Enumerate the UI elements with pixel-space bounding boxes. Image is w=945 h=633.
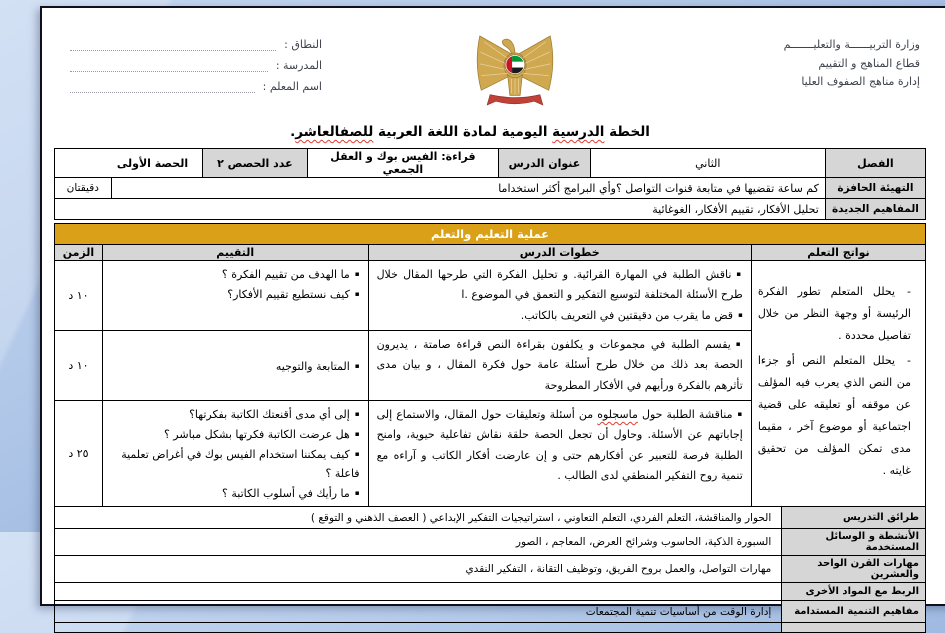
assessment-cell-2 xyxy=(102,331,368,401)
outcome-item: - يحلل المتعلم تطور الفكرة الرئيسة أو وجهة النظر من خلال تفاصيل محددة . xyxy=(758,281,919,347)
concepts-label-cell: المفاهيم الجديدة xyxy=(825,199,925,220)
lesson-footer-table xyxy=(54,506,926,633)
process-band-title: عملية التعليم والتعلم xyxy=(55,224,926,245)
steps-cell-2 xyxy=(368,331,751,401)
skills-21st-century-label: مهارات القرن الواحد والعشرين xyxy=(782,556,926,583)
teacher-fill-line[interactable] xyxy=(70,82,255,93)
periods-count-cell: عدد الحصص ٢ xyxy=(203,149,308,178)
step-item: ▪ يقسم الطلبة في مجموعات و يكلفون بقراءة النص قراءة صامتة ، يديرون الحصة بعد ذلك من خلال طرح أسئلة عامة حول فكرة المقال ، و بيان مدى تأثرهم بالفكرة ورأيهم في الأفكار المطروحة xyxy=(377,335,743,396)
time-header: الزمن xyxy=(55,245,103,261)
sustainable-development-value: إدارة الوقت من أساسيات تنمية المجتمعات xyxy=(55,601,782,623)
scope-fill-line[interactable] xyxy=(70,40,276,51)
steps-header: خطوات الدرس xyxy=(368,245,751,261)
ministry-line-1: وزارة التربيــــــة والتعليـــــــم xyxy=(783,38,920,51)
teaching-methods-value: الحوار والمناقشة، التعلم الفردي، التعلم التعاوني ، استراتيجيات التفكير الإبداعي ( العصف الذهني و التوقع ) xyxy=(55,507,782,529)
assessment-item: ▪ المتابعة والتوجيه xyxy=(107,357,360,377)
steps-cell-3 xyxy=(368,401,751,507)
table-row xyxy=(55,556,926,583)
school-label: المدرسة : xyxy=(275,59,322,72)
clipped-value-cell xyxy=(55,623,782,633)
title-text-mid: اليومية لمادة اللغة العربية xyxy=(373,124,553,140)
period-number-cell: الحصة الأولى xyxy=(55,149,203,178)
semester-label-cell: الفصل xyxy=(825,149,925,178)
school-fill-line[interactable] xyxy=(70,61,268,72)
ministry-line-2: قطاع المناهج و التقييم xyxy=(818,56,920,70)
title-misspelled-word: الدرسية xyxy=(552,124,605,140)
assessment-item: ▪ ما رأيك في أسلوب الكاتبة ؟ xyxy=(107,484,360,504)
lesson-info-row-2 xyxy=(54,177,926,199)
teacher-label: اسم المعلم : xyxy=(262,80,322,93)
teacher-field xyxy=(70,80,322,93)
outcomes-cell xyxy=(751,261,925,507)
scope-label: النطاق : xyxy=(284,38,322,51)
table-row xyxy=(55,601,926,623)
page-title xyxy=(54,124,886,140)
activities-tools-value: السبورة الذكية، الحاسوب وشرائح العرض، المعاجم ، الصور xyxy=(55,529,782,556)
time-cell-2: ١٠ د xyxy=(55,331,103,401)
uae-falcon-icon xyxy=(471,30,559,112)
lesson-title-label-cell: عنوان الدرس xyxy=(499,149,590,178)
cross-subjects-label: الربط مع المواد الأخرى xyxy=(782,583,926,601)
concepts-value-cell: تحليل الأفكار، تقييم الأفكار، الغوغائية xyxy=(55,199,826,220)
lesson-info-row-1 xyxy=(54,148,926,178)
assessment-item: ▪ هل عرضت الكاتبة فكرتها بشكل مباشر ؟ xyxy=(107,425,360,445)
assessment-item: ▪ إلى أي مدى أقنعتك الكاتبة بفكرتها؟ xyxy=(107,405,360,425)
title-period: . xyxy=(290,124,296,140)
uae-emblem xyxy=(465,30,565,112)
sustainable-development-label: مفاهيم التنمية المستدامة xyxy=(782,601,926,623)
document-page[interactable] xyxy=(40,6,945,618)
process-row-1 xyxy=(55,261,926,331)
step-item: ▪ ناقش الطلبة في المهارة القرائية. و تحليل الفكرة التي طرحها المقال خلال طرح الأسئلة المختلفة لتوسيع التفكير و التعمق في الموضوع .ا xyxy=(377,265,743,306)
assessment-item: ▪ كيف نستطيع تقييم الأفكار؟ xyxy=(107,285,360,305)
warmup-value-cell: كم ساعة تقضيها في متابعة قنوات التواصل ؟وأي البرامج أكثر استخداما xyxy=(111,178,825,199)
misspelled-word: ماسجلوه xyxy=(597,408,638,422)
assessment-item: ▪ ما الهدف من تقييم الفكرة ؟ xyxy=(107,265,360,285)
skills-21st-century-value: مهارات التواصل، والعمل بروح الفريق، وتوظيف التقانة ، التفكير النقدي xyxy=(55,556,782,583)
teaching-methods-label: طرائق التدريس xyxy=(782,507,926,529)
process-header-row xyxy=(55,245,926,261)
lesson-title-value-cell: قراءة: الفيس بوك و العقل الجمعي xyxy=(307,149,499,178)
school-info-fields xyxy=(70,38,322,101)
assessment-cell-3 xyxy=(102,401,368,507)
scope-field xyxy=(70,38,322,51)
outcomes-header: نواتج التعلم xyxy=(751,245,925,261)
assessment-header: التقييم xyxy=(102,245,368,261)
step-item: ▪ قض ما يقرب من دقيقتين في التعريف بالكاتب. xyxy=(377,306,743,326)
table-row xyxy=(55,583,926,601)
table-row xyxy=(55,507,926,529)
lesson-info-table xyxy=(54,148,926,633)
time-cell-1: ١٠ د xyxy=(55,261,103,331)
ministry-line-3: إدارة مناهج الصفوف العليا xyxy=(801,75,920,89)
title-misspelled-word-2: للصفالعاشر xyxy=(295,124,374,140)
clipped-label-cell xyxy=(782,623,926,633)
title-text: الخطة xyxy=(604,124,650,140)
time-cell-3: ٢٥ د xyxy=(55,401,103,507)
assessment-item: ▪ كيف يمكننا استخدام الفيس بوك في أغراض تعلمية فاعلة ؟ xyxy=(107,445,360,485)
teaching-process-table xyxy=(54,223,926,507)
table-row xyxy=(55,529,926,556)
steps-cell-1 xyxy=(368,261,751,331)
warmup-label-cell: التهيئة الحافزة xyxy=(825,178,925,199)
semester-value-cell: الثاني xyxy=(590,149,825,178)
step-item: ▪ مناقشة الطلبة حول ماسجلوه من أسئلة وتعليقات حول المقال، والاستماع إلى إجاباتهم عن الأسئلة. وحاول أن تجعل الحصة حلقة نقاش تفاعلية حيوية، وامنح الطلبة فرصة للتعبير عن أفكارهم حتى و إن عارضت أفكار الكاتب و آراءه مع تنمية روح التفكير المنطقي لدى الطالب . xyxy=(377,405,743,486)
process-band-row xyxy=(55,224,926,245)
warmup-time-cell: دقيقتان xyxy=(55,178,112,199)
school-field xyxy=(70,59,322,72)
lesson-info-row-3 xyxy=(54,198,926,220)
document-content xyxy=(42,8,926,633)
activities-tools-label: الأنشطة و الوسائل المستخدمة xyxy=(782,529,926,556)
outcome-item: - يحلل المتعلم النص أو جزءا من النص الذي يعرب فيه المؤلف عن موقفه أو تعليقه على قضية اجتماعية أو موضوع آخر ، مقيما مدى تمكن المؤلف من تحقيق غايته . xyxy=(758,350,919,482)
document-header xyxy=(54,28,926,112)
cross-subjects-value xyxy=(55,583,782,601)
table-row-clipped xyxy=(55,623,926,633)
assessment-cell-1 xyxy=(102,261,368,331)
ministry-block xyxy=(708,36,920,92)
